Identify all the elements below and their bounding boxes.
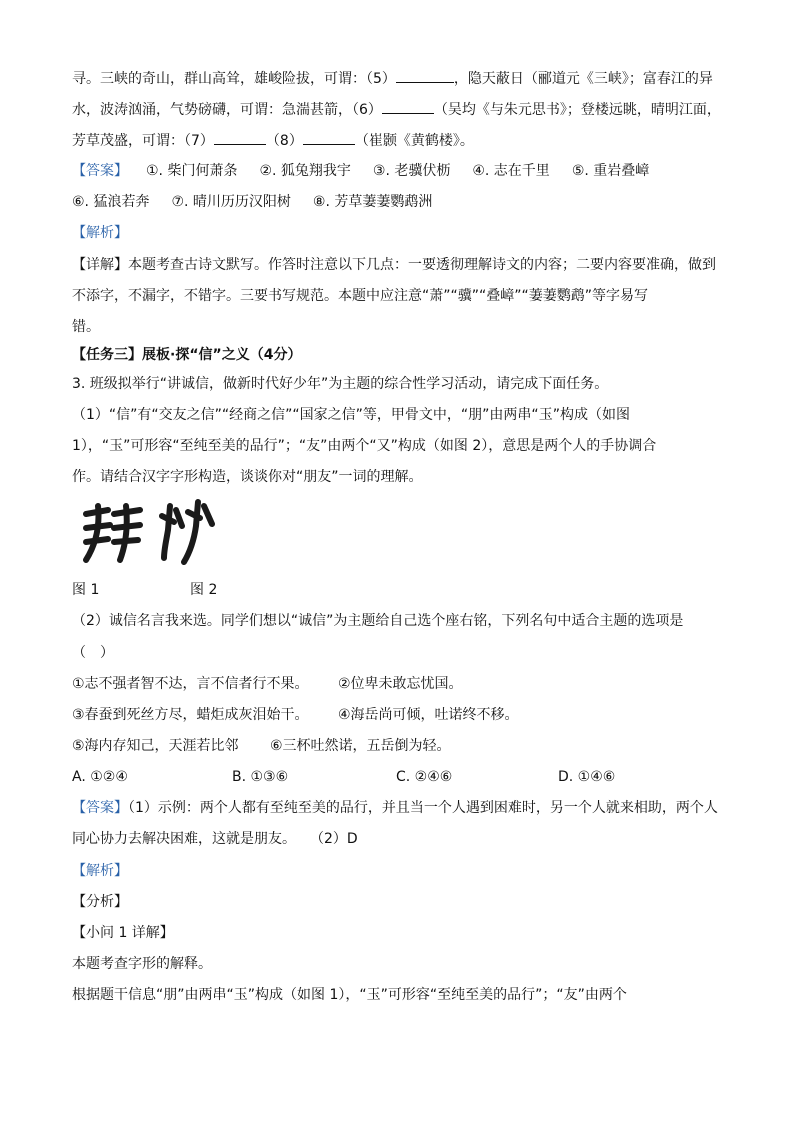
answer-row-1 bbox=[72, 161, 671, 181]
analysis-line: 根据题干信息“朋”由两串“玉”构成（如图 1），“玉”可形容“至纯至美的品行”；“友”由两个 bbox=[72, 987, 627, 1003]
saying-2: ②位卑未敢忘忧国。 bbox=[338, 676, 463, 692]
question-part-1: 1），“玉”可形容“至纯至美的品行”；“友”由两个“又”构成（如图 2），意思是两个人的手协调合 bbox=[72, 438, 657, 454]
option-d: D. ①④⑥ bbox=[558, 769, 616, 785]
answer-2-line-1: 【答案】（1）示例：两个人都有至纯至美的品行，并且当一个人遇到困难时，另一个人就来相助，两个人 bbox=[72, 800, 718, 816]
poem-fill-line-2: 水，波涛汹涌，气势磅礴，可谓：急湍甚箭，（6） （吴均《与朱元思书》；登楼远眺，晴明江面， bbox=[72, 99, 721, 120]
task-heading: 【任务三】展板·探“信”之义（4分） bbox=[72, 347, 302, 363]
fenxi-heading: 【分析】 bbox=[72, 894, 128, 910]
question-part-2: （2）诚信名言我来选。同学们想以“诚信”为主题给自己选个座右铭，下列名句中适合主题的选项是 bbox=[72, 613, 684, 629]
answer-item: ⑧. 芳草萋萋鹦鹉洲 bbox=[312, 194, 433, 210]
figure-2-label: 图 2 bbox=[190, 582, 218, 598]
saying-3: ③春蚕到死丝方尽，蜡炬成灰泪始干。 bbox=[72, 707, 309, 723]
saying-4: ④海岳尚可倾，吐诺终不移。 bbox=[338, 707, 519, 723]
answer-tag: 【答案】 bbox=[72, 800, 128, 816]
option-b: B. ①③⑥ bbox=[232, 769, 289, 785]
analysis-line: 本题考查字形的解释。 bbox=[72, 956, 212, 972]
blank-5 bbox=[396, 68, 454, 83]
option-c: C. ②④⑥ bbox=[396, 769, 453, 785]
answer-tag: 【答案】 bbox=[72, 163, 128, 179]
answer-item: ⑤. 重岩叠嶂 bbox=[571, 163, 650, 179]
analysis-line: 错。 bbox=[72, 319, 100, 335]
question-part-1: （1）“信”有“交友之信”“经商之信”“国家之信”等，甲骨文中，“朋”由两串“玉”构成（如图 bbox=[72, 407, 630, 423]
saying-1: ①志不强者智不达，言不信者行不果。 bbox=[72, 676, 309, 692]
analysis-tag: 【解析】 bbox=[72, 225, 128, 241]
question-part-2-paren: （ ） bbox=[72, 645, 114, 661]
answer-item: ⑦. 晴川历历汉阳树 bbox=[171, 194, 291, 210]
analysis-line: 【详解】本题考查古诗文默写。作答时注意以下几点：一要透彻理解诗文的内容；二要内容要准确，做到 bbox=[72, 257, 716, 273]
question-part-1: 作。请结合汉字字形构造，谈谈你对“朋友”一词的理解。 bbox=[72, 469, 423, 485]
blank-8 bbox=[303, 130, 355, 145]
answer-item: ①. 柴门何萧条 bbox=[146, 163, 238, 179]
option-a: A. ①②④ bbox=[72, 769, 128, 785]
question-3: 3. 班级拟举行“讲诚信，做新时代好少年”为主题的综合性学习活动，请完成下面任务。 bbox=[72, 376, 609, 392]
answer-item: ③. 老骥伏枥 bbox=[372, 163, 451, 179]
answer-2-line-2: 同心协力去解决困难，这就是朋友。 （2）D bbox=[72, 831, 358, 847]
sub-question-1-heading: 【小问 1 详解】 bbox=[72, 925, 174, 941]
saying-5: ⑤海内存知己，天涯若比邻 bbox=[72, 738, 239, 754]
answer-item: ④. 志在千里 bbox=[472, 163, 550, 179]
blank-7 bbox=[214, 130, 266, 145]
answer-item: ②. 狐兔翔我宇 bbox=[259, 163, 351, 179]
analysis-line: 不添字，不漏字，不错字。三要书写规范。本题中应注意“萧”“骥”“叠嶂”“萋萋鹦鹉”等字易写 bbox=[72, 288, 649, 304]
answer-item: ⑥. 猛浪若奔 bbox=[72, 194, 150, 210]
oracle-you-glyph-figure bbox=[158, 496, 218, 568]
saying-6: ⑥三杯吐然诺，五岳倒为轻。 bbox=[270, 738, 451, 754]
figure-1-label: 图 1 bbox=[72, 582, 100, 598]
analysis-tag: 【解析】 bbox=[72, 863, 128, 879]
oracle-peng-glyph-figure bbox=[78, 498, 148, 568]
answer-row-2 bbox=[72, 192, 454, 212]
poem-fill-line-1: 寻。三峡的奇山，群山高耸，雄峻险拔，可谓：（5） ，隐天蔽日（郦道元《三峡》；富春江的异 bbox=[72, 68, 713, 89]
poem-fill-line-3: 芳草茂盛，可谓：（7） （8） （崔颢《黄鹤楼》。 bbox=[72, 130, 474, 151]
blank-6 bbox=[382, 99, 434, 114]
